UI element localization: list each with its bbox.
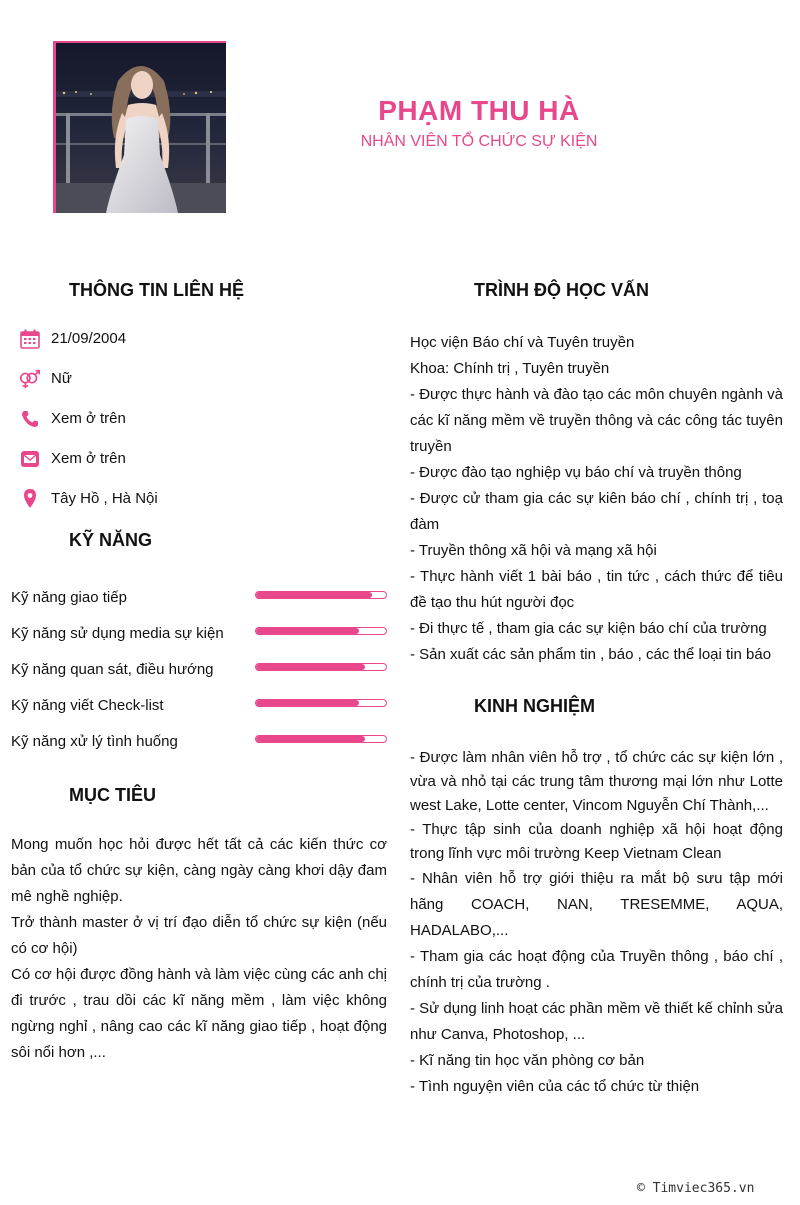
skill-level-bar	[255, 699, 387, 707]
skill-level-fill	[256, 700, 359, 706]
experience-line: - Tham gia các hoạt động của Truyền thông , báo chí , chính trị của trường .	[410, 948, 783, 991]
skills-section-title: KỸ NĂNG	[69, 530, 153, 550]
skill-level-bar	[255, 591, 387, 599]
skill-item	[11, 661, 388, 683]
gender-value: Nữ	[51, 370, 72, 387]
skill-label: Kỹ năng sử dụng media sự kiện	[11, 625, 224, 642]
experience-line: - Kĩ năng tin học văn phòng cơ bản	[410, 1052, 645, 1069]
contact-email	[18, 446, 126, 472]
location-pin-icon	[18, 487, 42, 511]
experience-line: - Thực tập sinh của doanh nghiệp xã hội hoạt động trong lĩnh vực môi trường Keep Vietnam Clean	[410, 821, 783, 862]
contact-birthday	[18, 326, 127, 352]
skill-level-fill	[256, 592, 372, 598]
skill-label: Kỹ năng xử lý tình huống	[11, 733, 178, 750]
skill-item	[11, 697, 388, 719]
contact-gender	[18, 366, 72, 392]
goals-text	[11, 832, 387, 1066]
gender-icon	[18, 367, 42, 391]
calendar-icon	[18, 327, 42, 351]
skill-level-bar	[255, 735, 387, 743]
education-line: - Được thực hành và đào tạo các môn chuyên ngành và các kĩ năng mềm về truyền thông và các công tác tuyên truyền	[410, 386, 783, 455]
education-section-title: TRÌNH ĐỘ HỌC VẤN	[474, 280, 649, 300]
education-text	[410, 330, 783, 668]
contact-address	[18, 486, 158, 512]
phone-icon	[18, 407, 42, 431]
education-line: - Thực hành viết 1 bài báo , tin tức , cách thức để tiêu đề tạo thu hút người đọc	[410, 568, 783, 611]
experience-line: - Được làm nhân viên hỗ trợ , tổ chức các sự kiện lớn , vừa và nhỏ tại các trung tâm thương mại lớn như Lotte west Lake, Lotte center, Vincom Nguyễn Chí Thành,...	[410, 749, 783, 814]
birthday-value: 21/09/2004	[51, 330, 127, 347]
goal-paragraph: Trở thành master ở vị trí đạo diễn tổ chức sự kiện (nếu có cơ hội)	[11, 914, 387, 957]
address-value: Tây Hồ , Hà Nội	[51, 490, 158, 507]
skill-level-fill	[256, 664, 365, 670]
experience-line: - Sử dụng linh hoạt các phần mềm về thiết kế chỉnh sửa như Canva, Photoshop, ...	[410, 1000, 783, 1043]
contact-phone	[18, 406, 126, 432]
education-line: - Đi thực tế , tham gia các sự kiện báo chí của trường	[410, 620, 767, 637]
experience-text	[410, 746, 783, 1100]
skill-label: Kỹ năng giao tiếp	[11, 589, 127, 606]
skill-level-bar	[255, 663, 387, 671]
footer-watermark: © Timviec365.vn	[637, 1181, 755, 1196]
skill-item	[11, 733, 388, 755]
skill-label: Kỹ năng quan sát, điều hướng	[11, 661, 214, 678]
goals-section-title: MỤC TIÊU	[69, 785, 156, 805]
skill-level-fill	[256, 736, 365, 742]
email-value: Xem ở trên	[51, 450, 126, 467]
goal-paragraph: Mong muốn học hỏi được hết tất cả các kiến thức cơ bản của tổ chức sự kiện, càng ngày càng khơi dậy đam mê nghề nghiệp.	[11, 836, 387, 905]
education-line: Khoa: Chính trị , Tuyên truyền	[410, 360, 610, 377]
skill-level-bar	[255, 627, 387, 635]
skill-item	[11, 625, 388, 647]
contact-section-title: THÔNG TIN LIÊN HỆ	[69, 280, 244, 300]
education-line: - Truyền thông xã hội và mạng xã hội	[410, 542, 657, 559]
skill-item	[11, 589, 388, 611]
education-line: Học viện Báo chí và Tuyên truyền	[410, 334, 635, 351]
skill-level-fill	[256, 628, 359, 634]
education-line: - Được cử tham gia các sự kiên báo chí , chính trị , toạ đàm	[410, 490, 783, 533]
candidate-name: PHẠM THU HÀ	[378, 95, 580, 126]
education-line: - Sản xuất các sản phẩm tin , báo , các thể loại tin báo	[410, 646, 772, 663]
experience-section-title: KINH NGHIỆM	[474, 696, 595, 716]
phone-value: Xem ở trên	[51, 410, 126, 427]
experience-line: - Tình nguyện viên của các tổ chức từ thiện	[410, 1078, 700, 1095]
skill-label: Kỹ năng viết Check-list	[11, 697, 164, 714]
goal-paragraph: Có cơ hội được đồng hành và làm việc cùng các anh chị đi trước , trau dồi các kĩ năng mềm , làm việc không ngừng nghỉ , nâng cao các kĩ năng giao tiếp , hoạt động sôi nổi hơn ,...	[11, 966, 387, 1061]
email-icon	[18, 447, 42, 471]
education-line: - Được đào tạo nghiệp vụ báo chí và truyền thông	[410, 464, 742, 481]
experience-line: - Nhân viên hỗ trợ giới thiệu ra mắt bộ sưu tập mới hãng COACH, NAN, TRESEMME, AQUA, HADALABO,...	[410, 870, 783, 939]
profile-photo	[53, 41, 226, 213]
job-title: NHÂN VIÊN TỔ CHỨC SỰ KIỆN	[360, 133, 598, 150]
